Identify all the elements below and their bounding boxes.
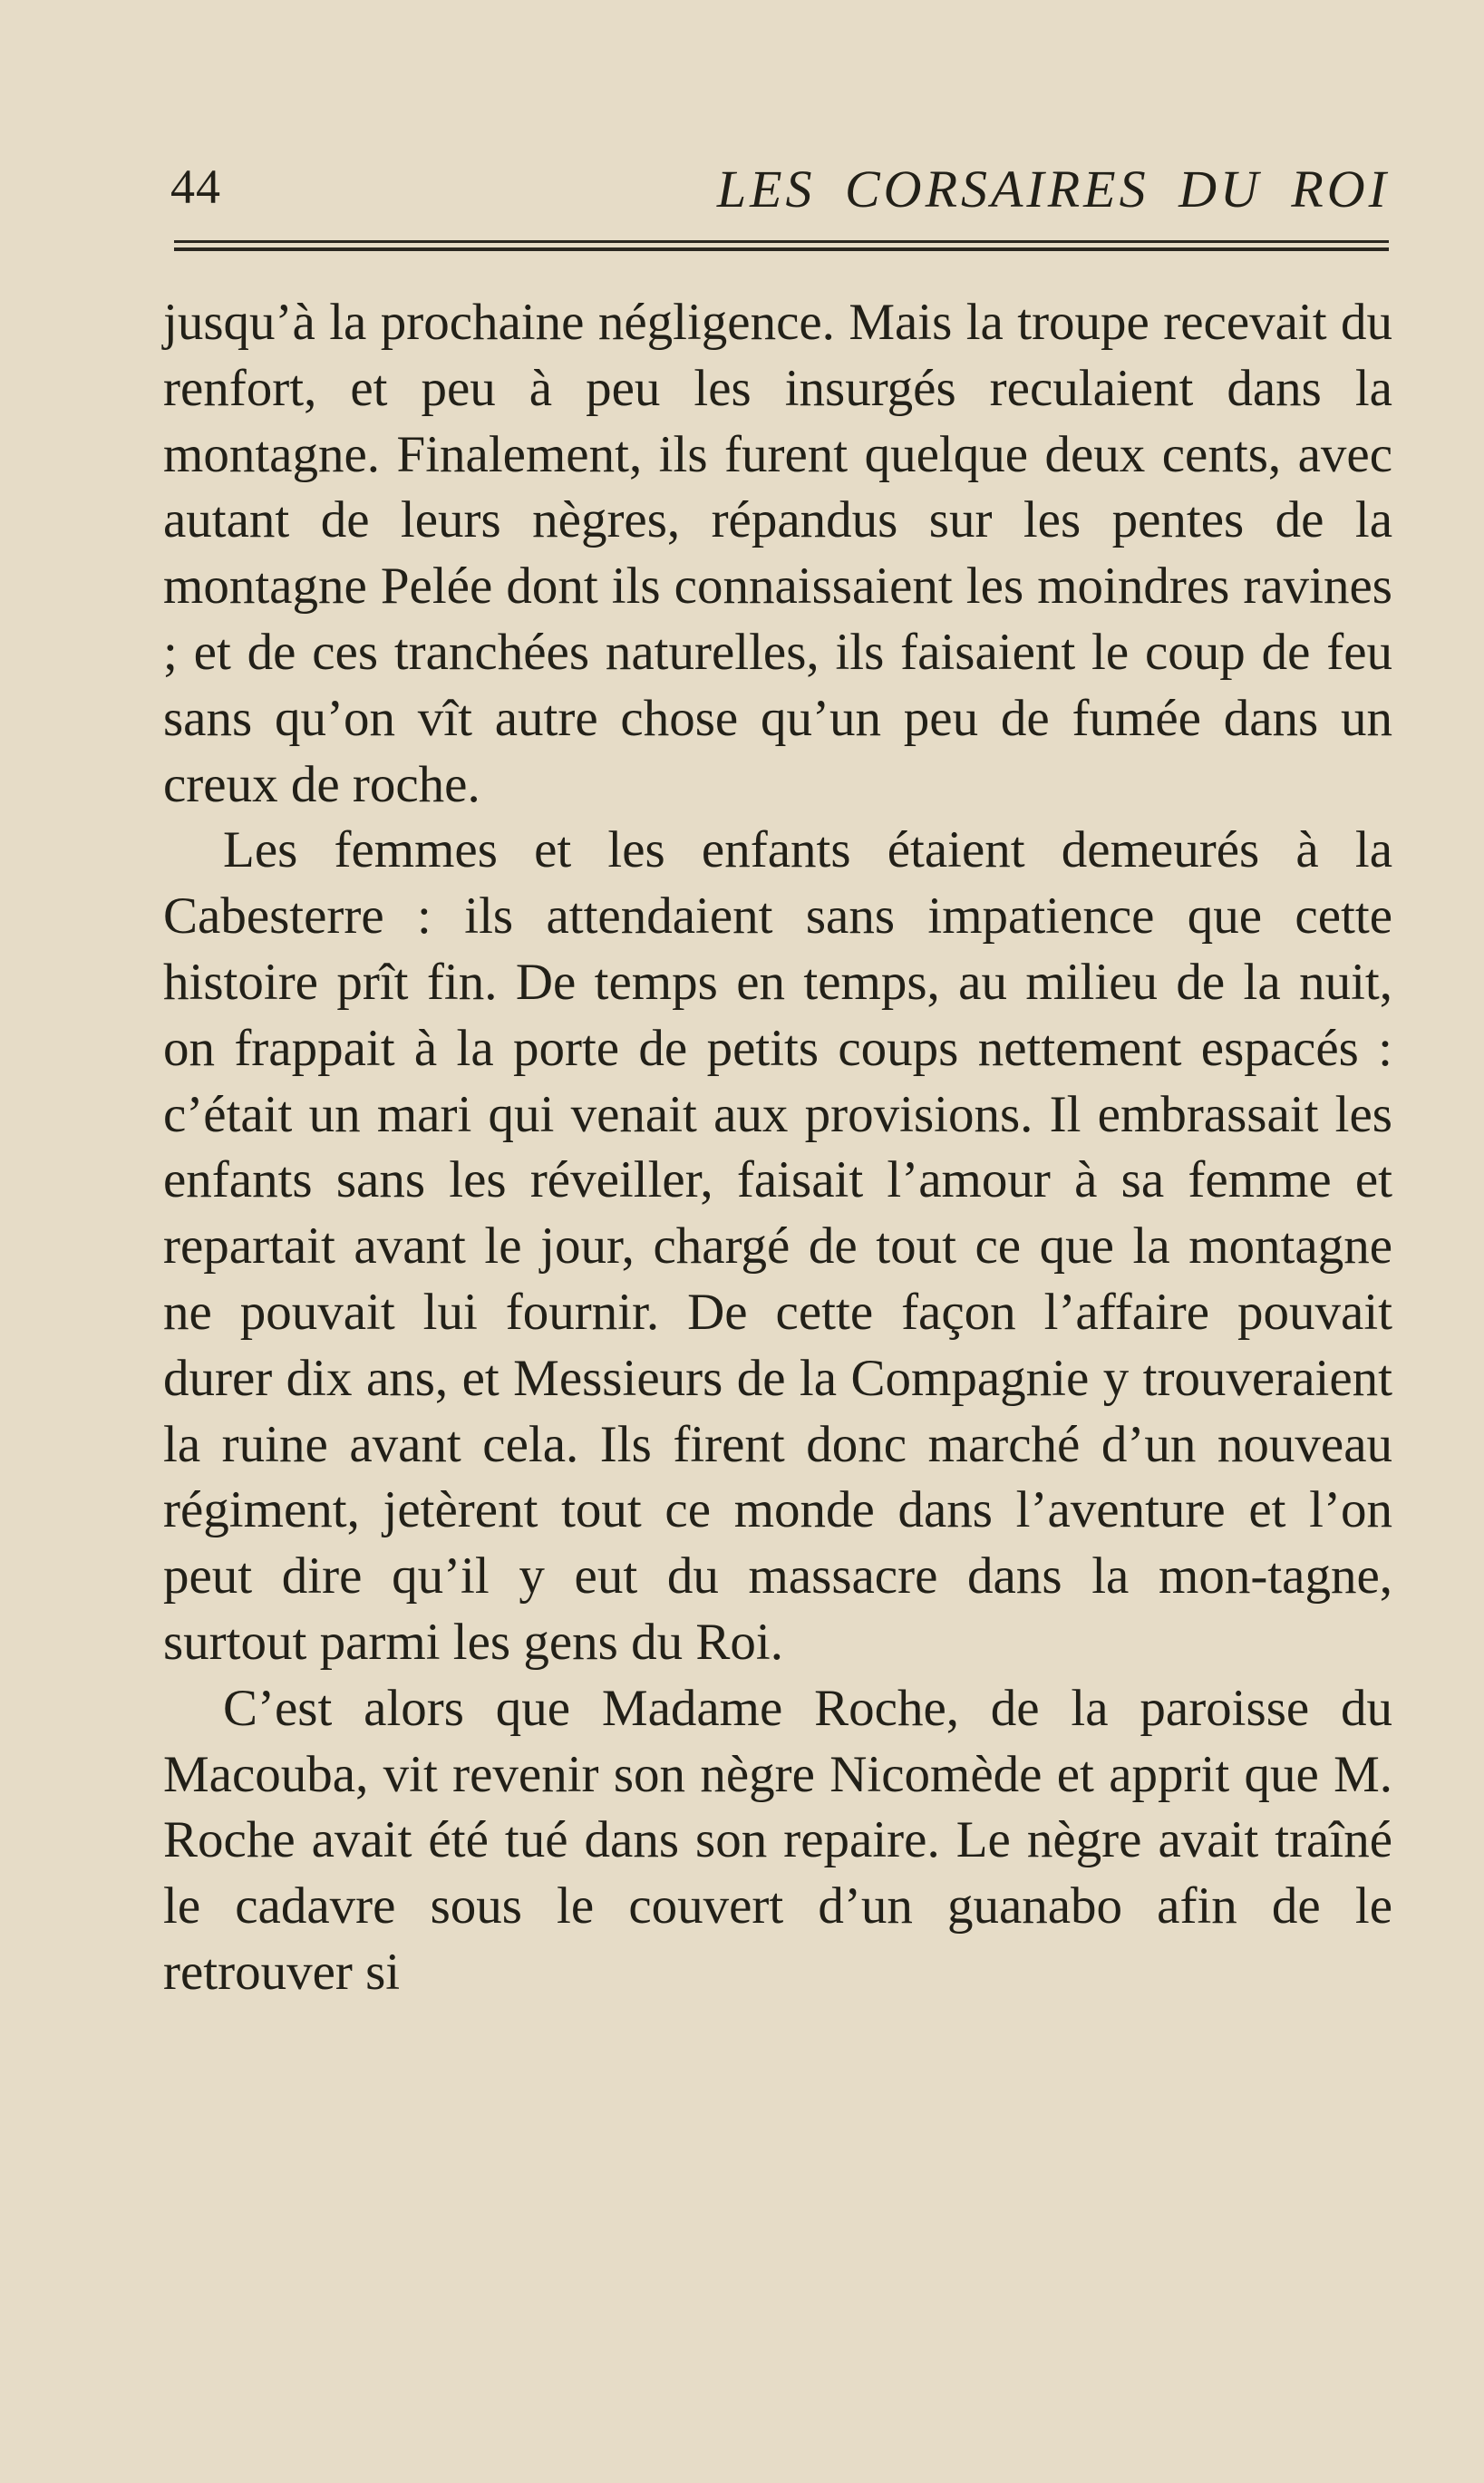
running-title: LES CORSAIRES DU ROI <box>716 160 1390 218</box>
page-header <box>170 150 1390 222</box>
header-rule-thick <box>174 247 1389 251</box>
header-rule-thin <box>174 240 1389 243</box>
body-text <box>163 290 1392 2006</box>
paragraph-1: jusqu’à la prochaine négligence. Mais la troupe recevait du renfort, et peu à peu les insurgés reculaient dans la montagne. Finalement, ils furent quelque deux cents, avec autant de leurs nègres, répandus sur les pentes de la montagne Pelée dont ils connaissaient les moindres ravines ; et de ces tranchées naturelles, ils faisaient le coup de feu sans qu’on vît autre chose qu’un peu de fumée dans un creux de roche. <box>163 294 1392 813</box>
page-number: 44 <box>170 160 221 214</box>
paragraph-3: C’est alors que Madame Roche, de la paroisse du Macouba, vit revenir son nègre Nicomède et apprit que M. Roche avait été tué dans son repaire. Le nègre avait traîné le cadavre sous le couvert d’un guanabo afin de le retrouver si <box>163 1679 1392 2001</box>
paragraph-2: Les femmes et les enfants étaient demeurés à la Cabesterre : ils attendaient sans impatience que cette histoire prît fin. De temps en temps, au milieu de la nuit, on frappait à la porte de petits coups nettement espacés : c’était un mari qui venait aux provisions. Il embrassait les enfants sans les réveiller, faisait l’amour à sa femme et repartait avant le jour, chargé de tout ce que la montagne ne pouvait lui fournir. De cette façon l’affaire pouvait durer dix ans, et Messieurs de la Compagnie y trouveraient la ruine avant cela. Ils firent donc marché d’un nouveau régiment, jetèrent tout ce monde dans l’aventure et l’on peut dire qu’il y eut du massacre dans la mon-tagne, surtout parmi les gens du Roi. <box>163 821 1392 1671</box>
